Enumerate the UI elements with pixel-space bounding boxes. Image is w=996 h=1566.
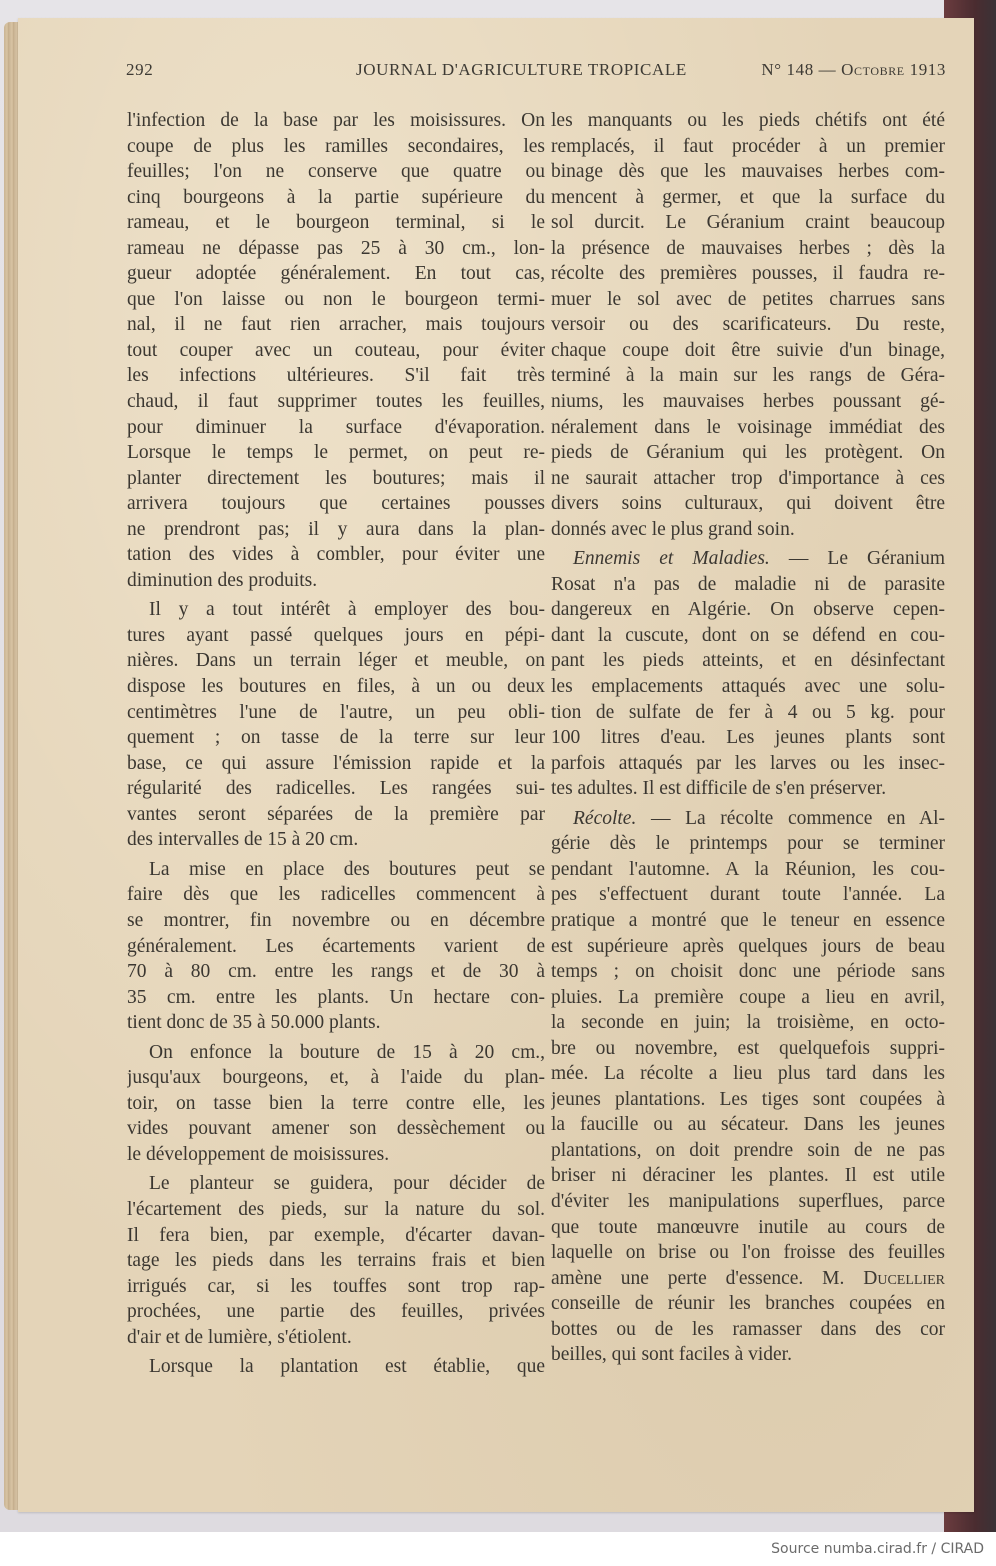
text-line: jeunes plantations. Les tiges sont coupées à — [551, 1088, 945, 1110]
page-number: 292 — [126, 60, 154, 79]
text-line: gueur adoptée généralement. En tout cas, — [127, 263, 545, 285]
text-line — [551, 1266, 945, 1292]
text-line: d'air et de lumière, s'étiolent. — [127, 1326, 352, 1348]
text-line: bre ou novembre, est quelquefois suppri- — [551, 1037, 945, 1059]
text-line: tion de sulfate de fer à 4 ou 5 kg. pour — [551, 701, 945, 723]
text-line: feuilles; l'on ne conserve que quatre ou — [127, 161, 545, 183]
text-line: Le planteur se guidera, pour décider de — [149, 1173, 545, 1195]
right-column — [551, 108, 945, 1368]
text-line: remplacés, il faut procéder à un premier — [551, 135, 945, 157]
text-line: La mise en place des boutures peut se — [149, 858, 545, 880]
text-line: Lorsque la plantation est établie, que — [149, 1356, 545, 1378]
issue-year: 1913 — [909, 60, 946, 79]
text-line: tage les pieds dans les terrains frais et bien — [127, 1250, 545, 1272]
text-line — [551, 806, 945, 832]
text-line — [551, 546, 945, 572]
text-line: Rosat n'a pas de maladie ni de parasite — [551, 573, 945, 595]
text-line: les manquants ou les pieds chétifs ont été — [551, 110, 945, 131]
left-column — [127, 108, 545, 1380]
text-line: parfois attaqués par les larves ou les insec- — [551, 752, 945, 774]
text-line: arrivera toujours que certaines pousses — [127, 493, 545, 515]
text-line: la présence de mauvaises herbes ; dès la — [551, 237, 945, 259]
text-line: rameau, et le bourgeon terminal, si le — [127, 212, 545, 234]
text-line: les infections ultérieures. S'il fait très — [127, 365, 545, 387]
section-heading: Ennemis et Maladies. — [573, 548, 770, 570]
text-line: mencent à germer, et que la surface du — [551, 186, 945, 208]
text-line: chaque coupe doit être suivie d'un binage, — [551, 339, 945, 361]
text-line: tient donc de 35 à 50.000 plants. — [127, 1012, 381, 1034]
text-line: chaud, il faut supprimer toutes les feuilles, — [127, 391, 545, 413]
text-line: tation des vides à combler, pour éviter une — [127, 544, 545, 566]
text-line: pluies. La première coupe a lieu en avril, — [551, 986, 945, 1008]
journal-title: JOURNAL D'AGRICULTURE TROPICALE — [356, 60, 687, 79]
text-run: amène une perte d'essence. M. — [551, 1267, 864, 1289]
text-line: divers soins culturaux, qui doivent être — [551, 493, 945, 515]
text-line: le développement de moisissures. — [127, 1143, 390, 1165]
text-line: la seconde en juin; la troisième, en octo- — [551, 1012, 945, 1034]
text-line: bottes ou de les ramasser dans des cor — [551, 1318, 945, 1340]
text-line: ne saurait attacher trop d'importance à ces — [551, 467, 945, 489]
text-line: tures ayant passé quelques jours en pépi- — [127, 624, 545, 646]
section-heading: Récolte. — [573, 807, 637, 829]
text-line: 70 à 80 cm. entre les rangs et de 30 à — [127, 961, 545, 983]
text-line: faire dès que les radicelles commencent à — [127, 884, 545, 906]
text-line: récolte des premières pousses, il faudra re- — [551, 263, 945, 285]
text-line: plantations, on doit prendre soin de ne pas — [551, 1139, 945, 1161]
text-run: — La récolte commence en Al- — [636, 807, 945, 829]
source-caption: Source numba.cirad.fr / CIRAD — [771, 1541, 984, 1557]
text-line: versoir ou des scarificateurs. Du reste, — [551, 314, 945, 336]
text-line: la faucille ou au sécateur. Dans les jeunes — [551, 1114, 945, 1136]
text-line: que toute manœuvre inutile au cours de — [551, 1216, 945, 1238]
text-line: d'éviter les manipulations superflues, parce — [551, 1190, 945, 1212]
text-line: pieds de Géranium qui les protègent. On — [551, 442, 945, 464]
text-line: laquelle on brise ou l'on froisse des feuilles — [551, 1242, 945, 1264]
author-name: Ducellier — [863, 1267, 945, 1289]
text-line: binage dès que les mauvaises herbes com- — [551, 161, 945, 183]
issue-info — [761, 60, 946, 80]
text-line: jusqu'aux bourgeons, et, à l'aide du plan- — [127, 1067, 545, 1089]
text-line: nières. Dans un terrain léger et meuble, on — [127, 650, 545, 672]
text-line: cinq bourgeons à la partie supérieure du — [127, 186, 545, 208]
text-line: 100 litres d'eau. Les jeunes plants sont — [551, 727, 945, 749]
text-line: dangereux en Algérie. On observe cepen- — [551, 599, 945, 621]
issue-number: N° 148 — — [761, 60, 837, 79]
issue-month: Octobre — [841, 60, 905, 79]
text-line: conseille de réunir les branches coupées en — [551, 1293, 945, 1315]
text-line: briser ni déraciner les plantes. Il est utile — [551, 1165, 945, 1187]
text-line: gérie dès le printemps pour se terminer — [551, 833, 945, 855]
text-line: dispose les boutures en files, à un ou deux — [127, 676, 545, 698]
text-line: vides pouvant amener son dessèchement ou — [127, 1118, 545, 1140]
text-line: vantes seront séparées de la première par — [127, 803, 545, 825]
text-line: quement ; on tasse de la terre sur leur — [127, 727, 545, 749]
text-line: coupe de plus les ramilles secondaires, les — [127, 135, 545, 157]
text-line: l'écartement des pieds, sur la nature du sol. — [127, 1198, 545, 1220]
running-head — [126, 60, 946, 84]
text-line: mée. La récolte a lieu plus tard dans les — [551, 1063, 945, 1085]
text-line: temps ; on choisit donc une période sans — [551, 961, 945, 983]
text-line: dant la cuscute, dont on se défend en cou- — [551, 624, 945, 646]
text-line: Il y a tout intérêt à employer des bou- — [149, 599, 545, 621]
text-line: nal, il ne faut rien arracher, mais toujours — [127, 314, 545, 336]
text-line: irrigués car, si les touffes sont trop rap- — [127, 1275, 545, 1297]
text-line: est supérieure après quelques jours de beau — [551, 935, 945, 957]
text-line: planter directement les boutures; mais il — [127, 467, 545, 489]
text-line: néralement dans le voisinage immédiat des — [551, 416, 945, 438]
text-line: 35 cm. entre les plants. Un hectare con- — [127, 986, 545, 1008]
text-line: terminé à la main sur les rangs de Géra- — [551, 365, 945, 387]
text-line: Lorsque le temps le permet, on peut re- — [127, 442, 545, 464]
text-line: des intervalles de 15 à 20 cm. — [127, 829, 359, 851]
text-line: pes s'effectuent durant toute l'année. La — [551, 884, 945, 906]
text-line: diminution des produits. — [127, 569, 318, 591]
text-line: centimètres l'une de l'autre, un peu obli- — [127, 701, 545, 723]
text-line: donnés avec le plus grand soin. — [551, 518, 795, 540]
text-line: pant les pieds atteints, et en désinfectant — [551, 650, 945, 672]
text-line: les emplacements attaqués avec une solu- — [551, 676, 945, 698]
text-line: Il fera bien, par exemple, d'écarter davan- — [127, 1224, 545, 1246]
text-line: pratique a montré que le teneur en essence — [551, 909, 945, 931]
text-line: base, ce qui assure l'émission rapide et la — [127, 752, 545, 774]
text-line: généralement. Les écartements varient de — [127, 935, 545, 957]
text-line: niums, les mauvaises herbes poussant gé- — [551, 391, 945, 413]
text-line: se montrer, fin novembre ou en décembre — [127, 909, 545, 931]
text-line: tout couper avec un couteau, pour éviter — [127, 339, 545, 361]
text-line: sol durcit. Le Géranium craint beaucoup — [551, 212, 945, 234]
text-line: ne prendront pas; il y aura dans la plan- — [127, 518, 545, 540]
text-line: pour diminuer la surface d'évaporation. — [127, 416, 545, 438]
text-line: toir, on tasse bien la terre contre elle, les — [127, 1092, 545, 1114]
text-line: que l'on laisse ou non le bourgeon termi- — [127, 288, 545, 310]
text-line: On enfonce la bouture de 15 à 20 cm., — [149, 1041, 545, 1063]
text-line: rameau ne dépasse pas 25 à 30 cm., lon- — [127, 237, 545, 259]
text-line: régularité des radicelles. Les rangées sui- — [127, 778, 545, 800]
text-line: l'infection de la base par les moisissures. On — [127, 110, 545, 131]
text-line: beilles, qui sont faciles à vider. — [551, 1344, 792, 1366]
text-line: muer le sol avec de petites charrues sans — [551, 288, 945, 310]
text-line: tes adultes. Il est difficile de s'en préserver. — [551, 778, 887, 800]
text-line: pendant l'automne. A la Réunion, les cou- — [551, 858, 945, 880]
text-run: — Le Géranium — [769, 548, 945, 570]
text-line: prochées, une partie des feuilles, privées — [127, 1301, 545, 1323]
